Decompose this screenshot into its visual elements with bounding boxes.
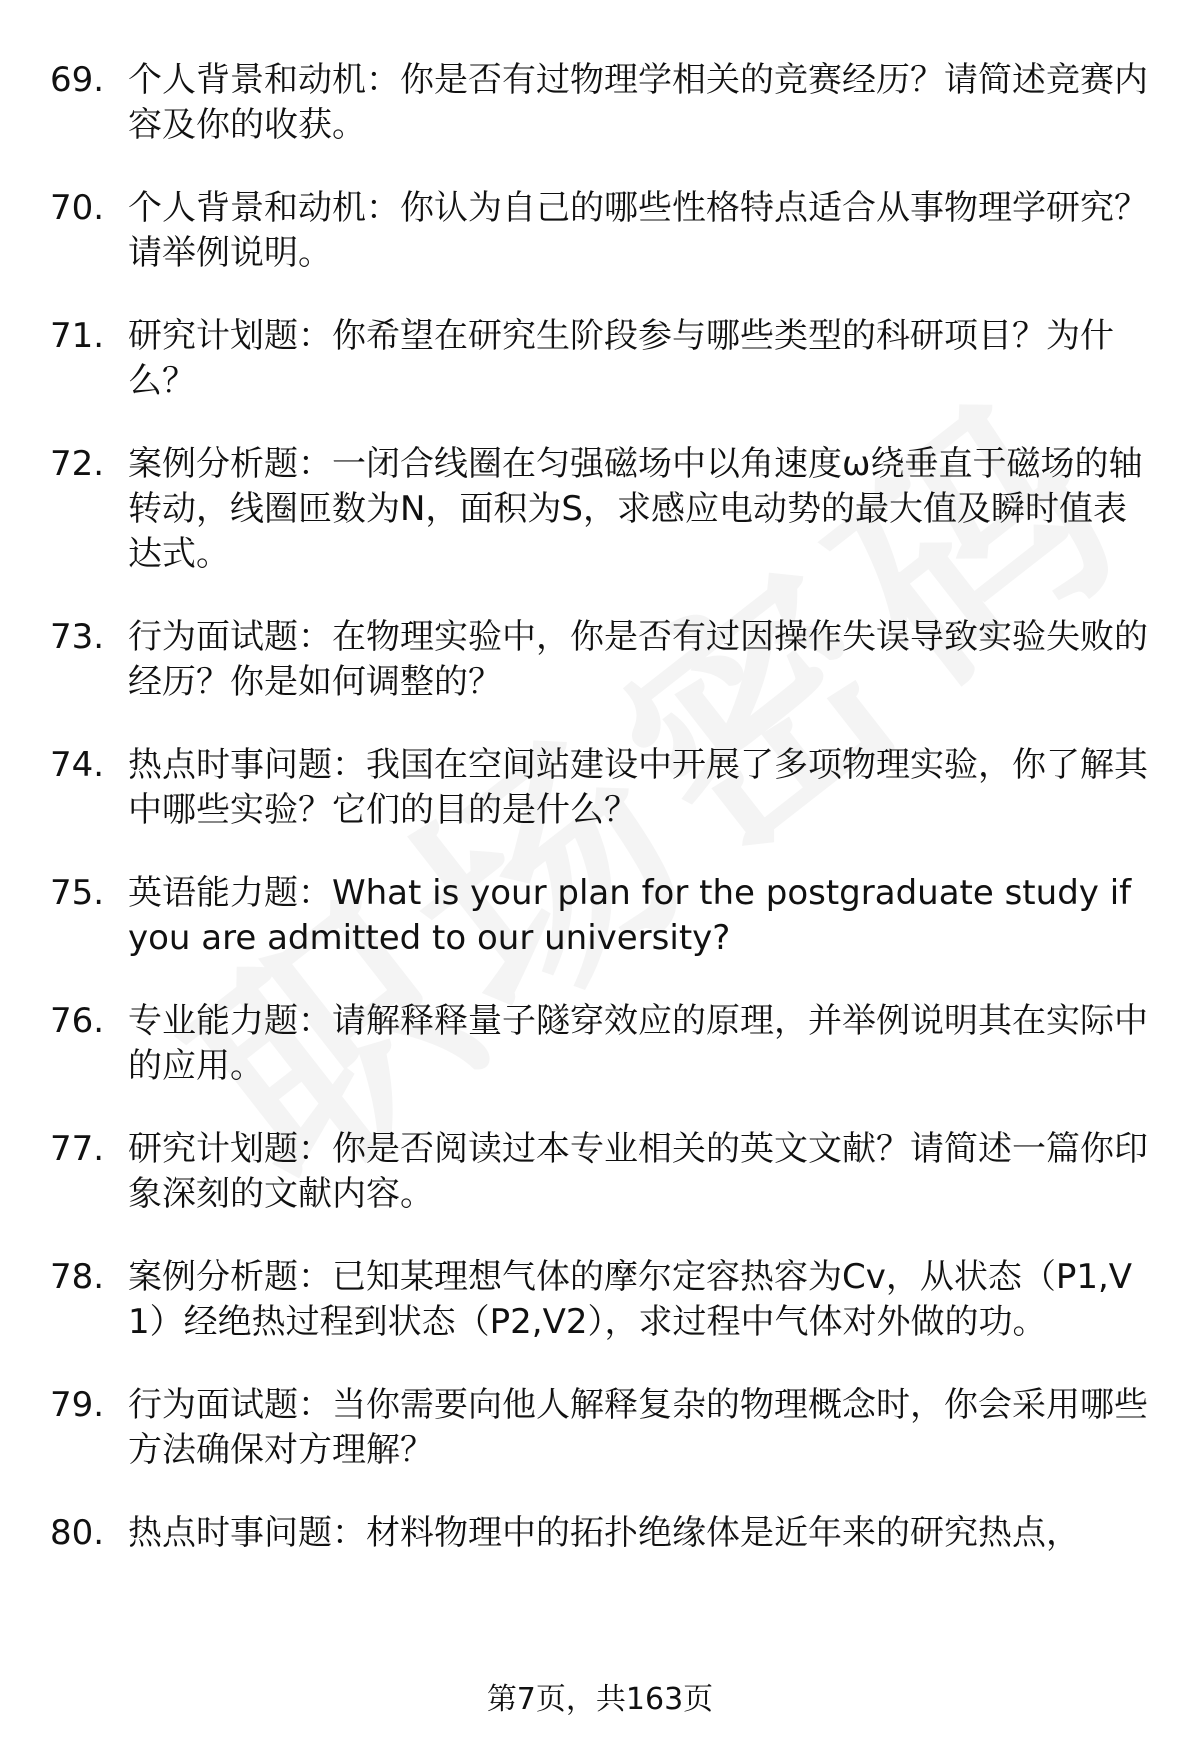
list-item — [50, 871, 1160, 961]
list-item — [50, 999, 1160, 1089]
item-number: 76. — [50, 1001, 105, 1041]
list-item — [50, 442, 1160, 577]
list-item — [50, 1383, 1160, 1473]
item-number: 72. — [50, 444, 105, 484]
item-number: 78. — [50, 1257, 105, 1297]
page-footer: 第7页，共163页 — [486, 1682, 714, 1717]
item-number: 73. — [50, 617, 105, 657]
item-text: 研究计划题：你是否阅读过本专业相关的英文文献？请简述一篇你印象深刻的文献内容。 — [128, 1129, 1148, 1214]
item-number: 74. — [50, 745, 105, 785]
item-number: 71. — [50, 316, 105, 356]
item-number: 70. — [50, 188, 105, 228]
list-item — [50, 615, 1160, 705]
list-item — [50, 1255, 1160, 1345]
item-number: 75. — [50, 873, 105, 913]
list-item — [50, 314, 1160, 404]
item-text: 案例分析题：已知某理想气体的摩尔定容热容为Cv，从状态（P1,V1）经绝热过程到状态（P2,V2），求过程中气体对外做的功。 — [128, 1257, 1133, 1342]
item-text: 行为面试题：当你需要向他人解释复杂的物理概念时，你会采用哪些方法确保对方理解？ — [128, 1385, 1148, 1470]
item-text: 热点时事问题：我国在空间站建设中开展了多项物理实验，你了解其中哪些实验？它们的目的是什么？ — [128, 745, 1148, 830]
list-item — [50, 1511, 1160, 1556]
item-text: 案例分析题：一闭合线圈在匀强磁场中以角速度ω绕垂直于磁场的轴转动，线圈匝数为N，面积为S，求感应电动势的最大值及瞬时值表达式。 — [128, 444, 1143, 574]
list-item — [50, 58, 1160, 148]
item-text: 英语能力题：What is your plan for the postgraduate study if you are admitted to our university? — [128, 873, 1132, 958]
item-text: 个人背景和动机：你是否有过物理学相关的竞赛经历？请简述竞赛内容及你的收获。 — [128, 60, 1148, 145]
item-text: 个人背景和动机：你认为自己的哪些性格特点适合从事物理学研究？请举例说明。 — [128, 188, 1148, 273]
list-item — [50, 743, 1160, 833]
list-item — [50, 186, 1160, 276]
item-text: 研究计划题：你希望在研究生阶段参与哪些类型的科研项目？为什么？ — [128, 316, 1114, 401]
item-number: 77. — [50, 1129, 105, 1169]
item-text: 专业能力题：请解释释量子隧穿效应的原理，并举例说明其在实际中的应用。 — [128, 1001, 1148, 1086]
question-list — [50, 58, 1160, 1594]
item-number: 79. — [50, 1385, 105, 1425]
item-number: 80. — [50, 1513, 105, 1553]
list-item — [50, 1127, 1160, 1217]
item-text: 热点时事问题：材料物理中的拓扑绝缘体是近年来的研究热点， — [128, 1513, 1080, 1553]
item-number: 69. — [50, 60, 105, 100]
item-text: 行为面试题：在物理实验中，你是否有过因操作失误导致实验失败的经历？你是如何调整的？ — [128, 617, 1148, 702]
